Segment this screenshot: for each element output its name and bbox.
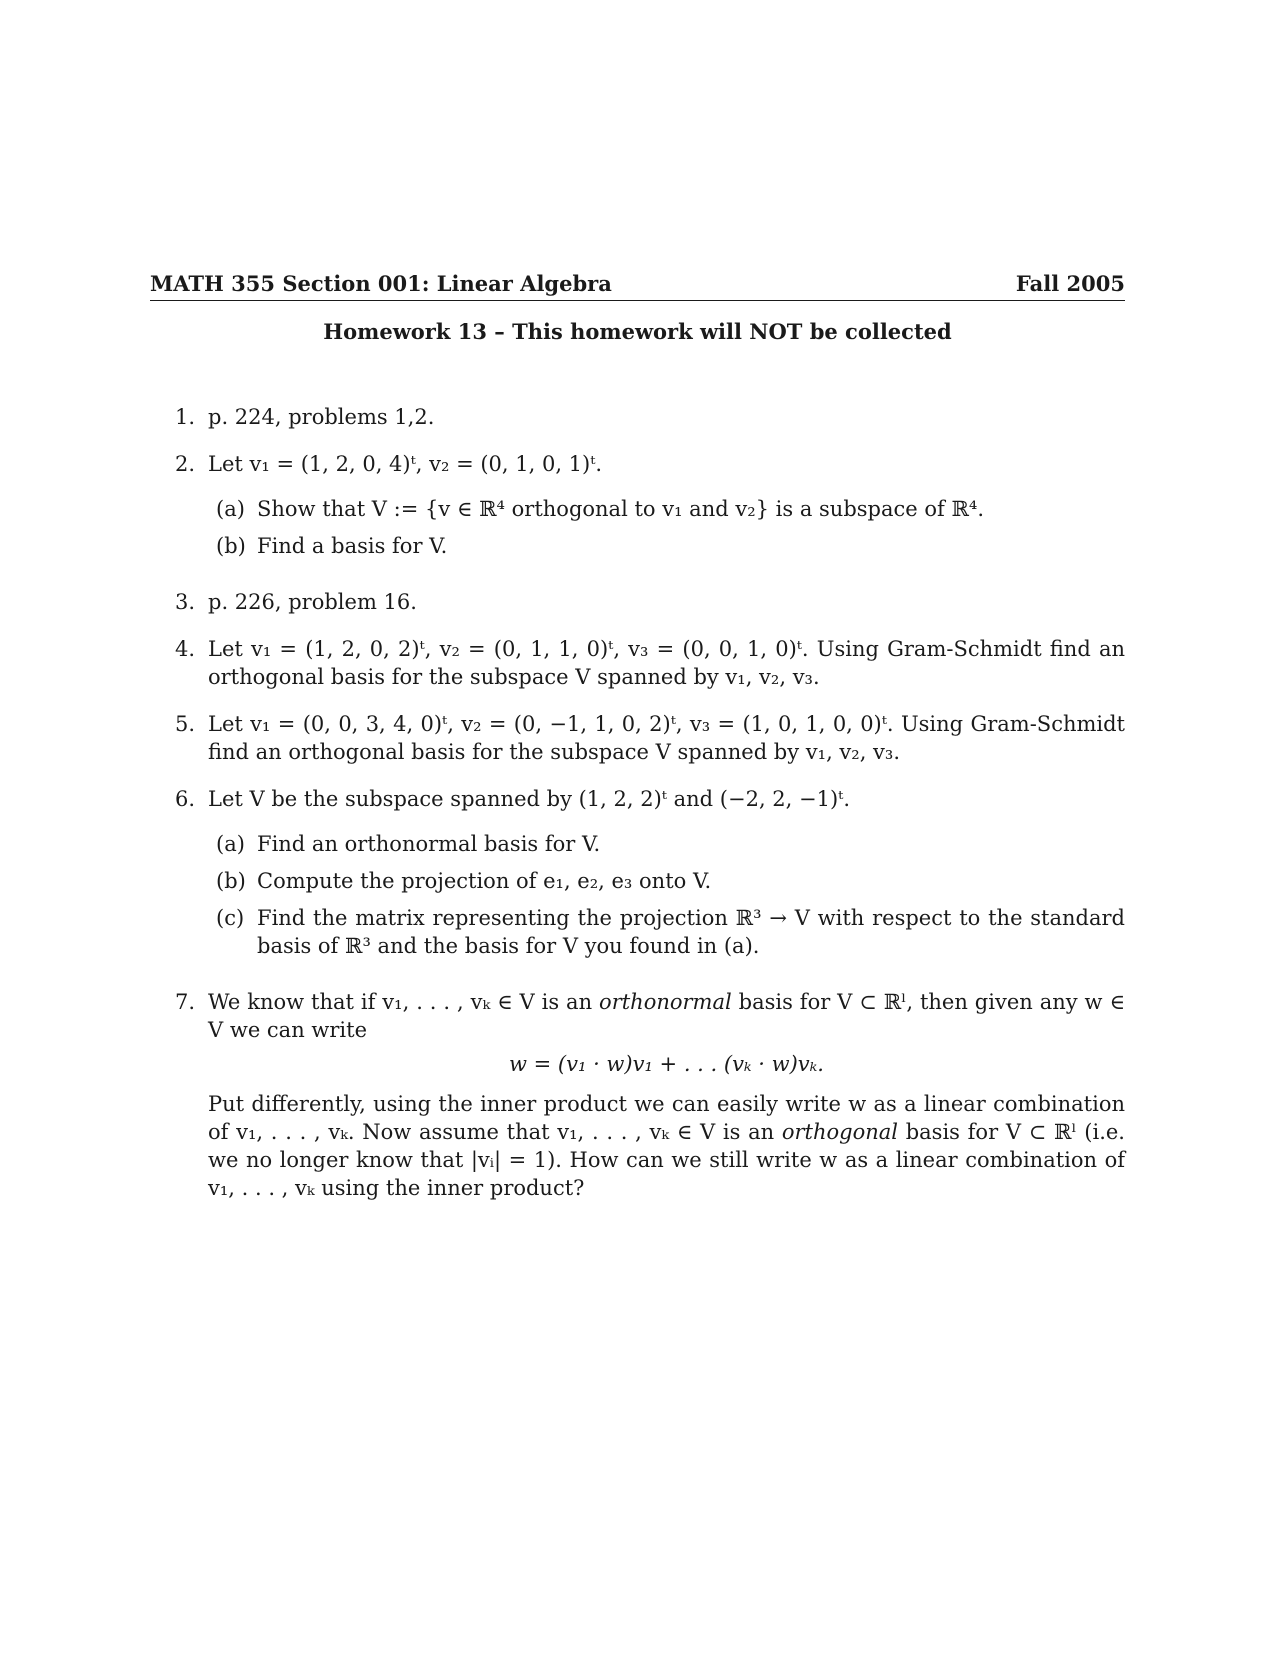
problem-1	[175, 403, 1125, 431]
problem-number: 3.	[175, 590, 196, 614]
subpart-text: Show that V := {v ∈ ℝ⁴ orthogonal to v₁ and v₂} is a subspace of ℝ⁴.	[257, 497, 985, 521]
subpart-text: Find a basis for V.	[257, 534, 448, 558]
problem-text: Let V be the subspace spanned by (1, 2, 2)ᵗ and (−2, 2, −1)ᵗ.	[208, 787, 851, 811]
problem-7	[175, 988, 1125, 1202]
problem-body	[208, 450, 1125, 569]
problem-text: Let v₁ = (1, 2, 0, 4)ᵗ, v₂ = (0, 1, 0, 1)ᵗ.	[208, 452, 603, 476]
subpart-b	[208, 867, 1125, 895]
problem-text: p. 226, problem 16.	[208, 590, 417, 614]
subpart-c	[208, 904, 1125, 960]
problem-paragraph	[208, 1090, 1125, 1202]
page-header	[150, 270, 1125, 301]
emphasis-orthogonal: orthogonal	[781, 1120, 898, 1144]
subpart-list	[208, 830, 1125, 960]
subpart-text: Find an orthonormal basis for V.	[257, 832, 601, 856]
subpart-list	[208, 495, 1125, 560]
problem-number: 1.	[175, 405, 196, 429]
problem-number: 4.	[175, 637, 196, 661]
homework-title: Homework 13 – This homework will NOT be collected	[323, 319, 952, 344]
problem-text: Let v₁ = (1, 2, 0, 2)ᵗ, v₂ = (0, 1, 1, 0)ᵗ, v₃ = (0, 0, 1, 0)ᵗ. Using Gram-Schmidt find an orthogonal basis for the subspace V spanned by v₁, v₂, v₃.	[208, 637, 1125, 689]
term-label: Fall 2005	[1015, 271, 1125, 296]
display-equation: w = (v₁ · w)v₁ + . . . (vₖ · w)vₖ.	[509, 1052, 824, 1076]
text-segment: basis for V ⊂ ℝˡ (i.e. we no longer know that |vᵢ| = 1). How can we still write w as a linear combination of v₁, . . . , vₖ using the inner product?	[208, 1120, 1125, 1200]
course-title: MATH 355 Section 001: Linear Algebra	[150, 271, 612, 296]
problem-body	[208, 988, 1125, 1202]
subpart-label: (a)	[216, 497, 245, 521]
problem-2	[175, 450, 1125, 569]
text-segment: basis for V ⊂ ℝˡ, then given any w ∈ V we can write	[208, 990, 1126, 1042]
problem-text: Let v₁ = (0, 0, 3, 4, 0)ᵗ, v₂ = (0, −1, 1, 0, 2)ᵗ, v₃ = (1, 0, 1, 0, 0)ᵗ. Using Gram-Schmidt find an orthogonal basis for the subspace V spanned by v₁, v₂, v₃.	[208, 712, 1125, 764]
problem-3	[175, 588, 1125, 616]
problem-text: p. 224, problems 1,2.	[208, 405, 435, 429]
problem-text	[208, 988, 1125, 1044]
subpart-b	[208, 532, 1125, 560]
subpart-label: (c)	[216, 906, 245, 930]
subpart-a	[208, 495, 1125, 523]
subpart-label: (a)	[216, 832, 245, 856]
subpart-label: (b)	[216, 869, 246, 893]
subpart-text: Compute the projection of e₁, e₂, e₃ onto V.	[257, 869, 712, 893]
subpart-label: (b)	[216, 534, 246, 558]
problem-number: 7.	[175, 990, 196, 1014]
problem-number: 5.	[175, 712, 196, 736]
problem-6	[175, 785, 1125, 969]
problem-number: 2.	[175, 452, 196, 476]
subpart-a	[208, 830, 1125, 858]
problem-5	[175, 710, 1125, 766]
text-segment: Put differently, using the inner product we can easily write w as a linear combination of v₁, . . . , vₖ. Now assume that v₁, . . . , vₖ ∈ V is an	[208, 1092, 1125, 1144]
problem-body	[208, 785, 1125, 969]
emphasis-orthonormal: orthonormal	[599, 990, 732, 1014]
text-segment: We know that if v₁, . . . , vₖ ∈ V is an	[208, 990, 600, 1014]
problem-4	[175, 635, 1125, 691]
problem-list	[175, 403, 1125, 1221]
problem-number: 6.	[175, 787, 196, 811]
subpart-text: Find the matrix representing the projection ℝ³ → V with respect to the standard basis of ℝ³ and the basis for V you found in (a).	[257, 906, 1125, 958]
